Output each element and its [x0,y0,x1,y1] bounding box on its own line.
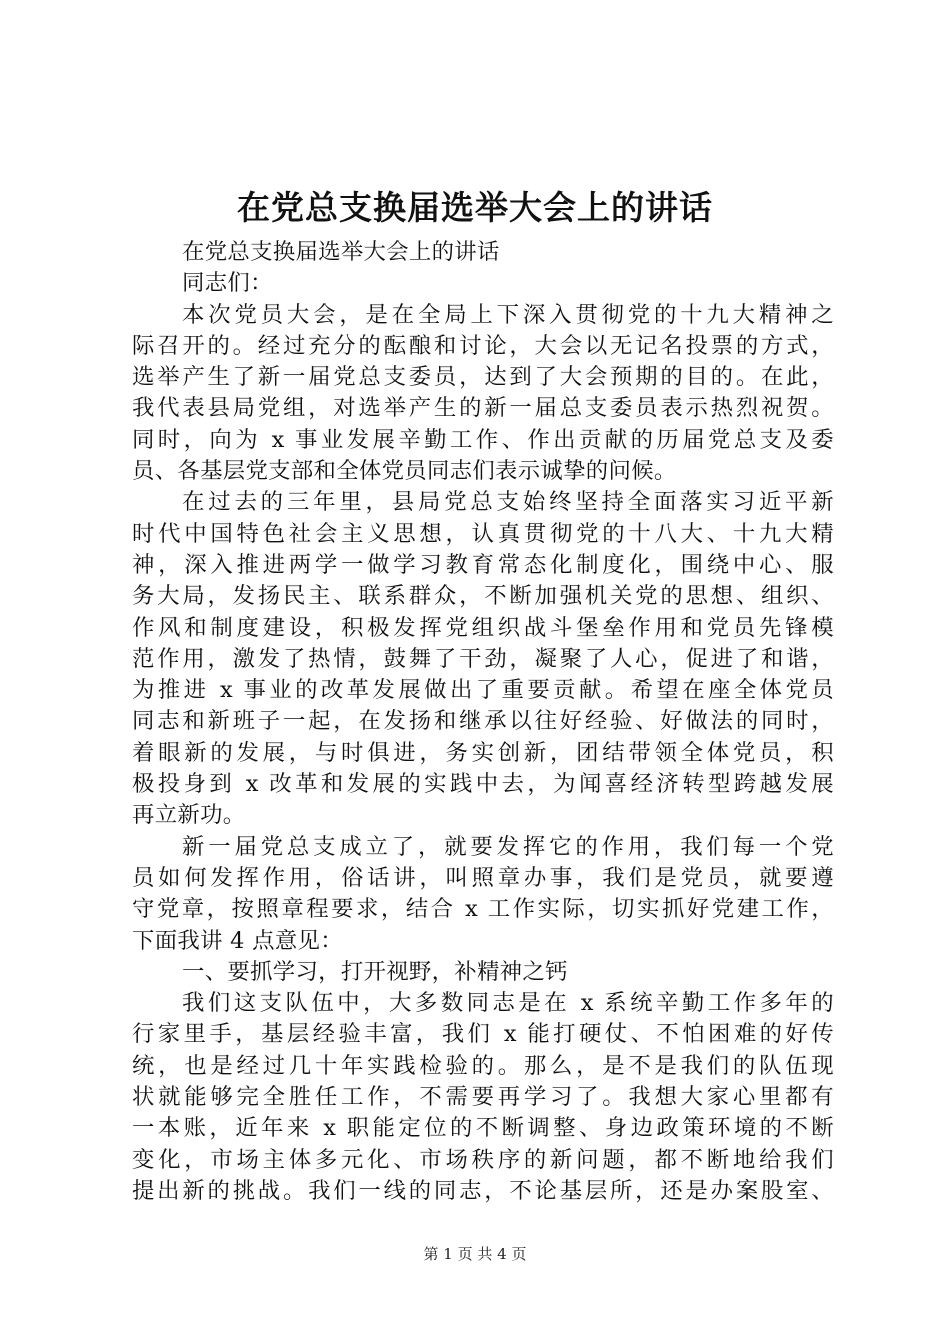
text-line: 作风和制度建设，积极发挥党组织战斗堡垒作用和党员先锋模 [132,614,834,641]
page-number: 第 1 页 共 4 页 [423,1245,527,1263]
text-line: 同时，向为 x 事业发展辛勤工作、作出贡献的历届党总支及委 [132,426,834,453]
text-line: 再立新功。 [132,802,246,829]
text-line: 着眼新的发展，与时俱进，务实创新，团结带领全体党员，积 [132,739,834,766]
text-line: 极投身到 x 改革和发展的实践中去，为闻喜经济转型跨越发展 [132,771,834,798]
document-title: 在党总支换届选举大会上的讲话 [237,188,713,227]
text-line: 同志们： [182,270,273,297]
text-line: 在过去的三年里，县局党总支始终坚持全面落实习近平新 [182,489,834,516]
text-line: 本次党员大会，是在全局上下深入贯彻党的十九大精神之 [182,301,834,328]
text-line: 新一届党总支成立了，就要发挥它的作用，我们每一个党 [182,833,834,860]
text-line: 提出新的挑战。我们一线的同志，不论基层所，还是办案股室、 [132,1177,834,1204]
text-line: 员如何发挥作用，俗话讲，叫照章办事，我们是党员，就要遵 [132,864,834,891]
text-line: 际召开的。经过充分的酝酿和讨论，大会以无记名投票的方式， [132,332,834,359]
text-line: 下面我讲 4 点意见： [132,927,343,954]
text-line: 在党总支换届选举大会上的讲话 [182,239,500,265]
text-line: 为推进 x 事业的改革发展做出了重要贡献。希望在座全体党员 [132,677,834,704]
text-line: 状就能够完全胜任工作，不需要再学习了。我想大家心里都有 [132,1084,834,1111]
text-line: 选举产生了新一届党总支委员，达到了大会预期的目的。在此， [132,364,834,391]
text-line: 一、要抓学习，打开视野，补精神之钙 [182,958,568,985]
text-line: 变化，市场主体多元化、市场秩序的新问题，都不断地给我们 [132,1146,834,1173]
text-line: 员、各基层党支部和全体党员同志们表示诚挚的问候。 [132,458,677,485]
text-line: 我们这支队伍中，大多数同志是在 x 系统辛勤工作多年的 [182,990,834,1017]
text-line: 守党章，按照章程要求，结合 x 工作实际，切实抓好党建工作， [132,896,834,923]
document-body [132,237,834,1207]
text-line: 一本账，近年来 x 职能定位的不断调整、身边政策环境的不断 [132,1115,834,1142]
text-line: 神，深入推进两学一做学习教育常态化制度化，围绕中心、服 [132,551,834,578]
text-line: 务大局，发扬民主、联系群众，不断加强机关党的思想、组织、 [132,583,834,610]
text-line: 范作用，激发了热情，鼓舞了干劲，凝聚了人心，促进了和谐， [132,645,834,672]
text-line: 我代表县局党组，对选举产生的新一届总支委员表示热烈祝贺。 [132,395,834,422]
text-line: 行家里手，基层经验丰富，我们 x 能打硬仗、不怕困难的好传 [132,1021,834,1048]
text-line: 时代中国特色社会主义思想，认真贯彻党的十八大、十九大精 [132,520,834,547]
text-line: 同志和新班子一起，在发扬和继承以往好经验、好做法的同时， [132,708,834,735]
text-line: 统，也是经过几十年实践检验的。那么，是不是我们的队伍现 [132,1052,834,1079]
